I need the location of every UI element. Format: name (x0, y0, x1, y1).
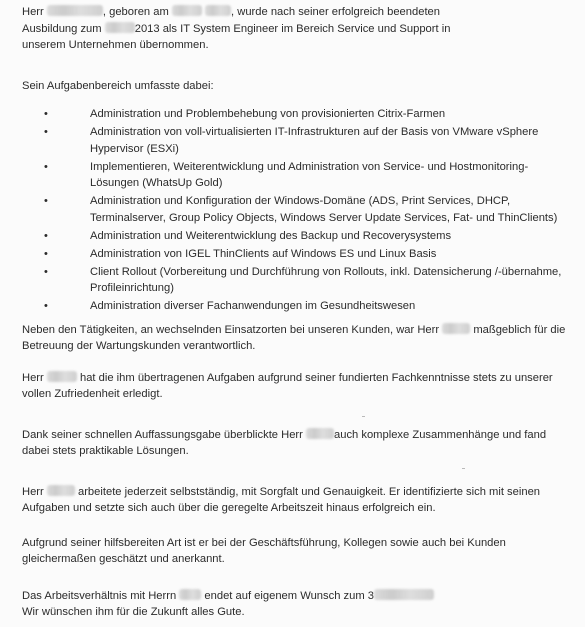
end-date-prefix: 3 (367, 589, 375, 602)
list-item: • Administration und Weiterentwicklung des Backup und Recoverysystems (22, 228, 571, 245)
intro-text-6: unserem Unternehmen übernommen. (22, 39, 209, 51)
list-item: • Administration diverser Fachanwendungen im Gesundheitswesen (22, 298, 571, 315)
paragraph-independence (22, 484, 571, 517)
redacted-name (179, 589, 201, 600)
tasks-list (22, 106, 571, 315)
intro-paragraph (22, 4, 571, 54)
paragraph-text: Dank seiner schnellen Auffassungsgabe überblickte Herr (22, 428, 303, 441)
paragraph-comprehension (22, 427, 571, 460)
redacted-birthdate-year (205, 5, 231, 16)
paragraph-text: Herr (22, 485, 44, 498)
list-item: • Client Rollout (Vorbereitung und Durchführung von Rollouts, inkl. Datensicherung /-übernahme, Profileinrichtung) (22, 264, 571, 297)
redacted-birthdate (172, 5, 202, 16)
paragraph-text: arbeitete jederzeit selbstständig, mit Sorgfalt und Genauigkeit. Er identifizierte sich mit seinen Aufgaben und setzte sich auch über die geregelte Arbeitszeit hinaus erfolgreich ein. (22, 485, 541, 514)
paragraph-text: auch komplexe Zusammenhänge und fand dabei stets praktikable Lösungen. (22, 428, 547, 457)
intro-text-1: Herr (22, 6, 44, 18)
paragraph-text: Neben den Tätigkeiten, an wechselnden Einsatzorten bei unseren Kunden, war Herr (22, 323, 440, 336)
list-item: • Administration von IGEL ThinClients auf Windows ES und Linux Basis (22, 246, 571, 263)
list-item: • Implementieren, Weiterentwicklung und Administration von Service- und Hostmonitoring-Lösungen (WhatsUp Gold) (22, 159, 571, 192)
redacted-name (306, 428, 334, 439)
list-item: • Administration und Problembehebung von provisionierten Citrix-Farmen (22, 106, 571, 123)
farewell-text: Wir wünschen ihm für die Zukunft alles Gute. (22, 606, 245, 618)
redacted-start-date (105, 22, 135, 33)
intro-text-2: , geboren am (102, 6, 169, 18)
scan-speck (462, 468, 465, 469)
paragraph-text: maßgeblich für die Betreuung der Wartungskunden verantwortlich. (22, 323, 566, 352)
paragraph-text: endet auf eigenem Wunsch zum (204, 589, 365, 602)
intro-text-4: Ausbildung zum (22, 22, 102, 35)
redacted-name (442, 323, 470, 334)
list-item: • Administration und Konfiguration der Windows-Domäne (ADS, Print Services, DHCP, Terminalserver, Group Policy Objects, Windows Server Update Services, Fat- und ThinClients) (22, 193, 571, 226)
paragraph-text: hat die ihm übertragenen Aufgaben aufgrund seiner fundierten Fachkenntnisse stets zu unserer vollen Zufriedenheit erledigt. (22, 371, 553, 400)
redacted-name (47, 485, 75, 496)
paragraph-text: Herr (22, 371, 44, 384)
list-item: • Administration von voll-virtualisierten IT-Infrastrukturen auf der Basis von VMware vSphere Hypervisor (ESXi) (22, 124, 571, 157)
paragraph-performance (22, 370, 571, 403)
paragraph-social: Aufgrund seiner hilfsbereiten Art ist er bei der Geschäftsführung, Kollegen sowie auch bei Kunden gleichermaßen geschätzt und anerkannt. (22, 536, 506, 565)
intro-text-5: 2013 als IT System Engineer im Bereich Service und Support in (134, 22, 451, 35)
paragraph-closing (22, 588, 571, 621)
paragraph-text: Das Arbeitsverhältnis mit Herrn (22, 589, 177, 602)
redacted-name (47, 5, 103, 16)
redacted-end-date (374, 589, 434, 600)
intro-text-3: , wurde nach seiner erfolgreich beendeten (231, 6, 440, 18)
tasks-lead: Sein Aufgabenbereich umfasste dabei: (22, 79, 214, 92)
scan-speck (362, 416, 365, 417)
paragraph-customers (22, 322, 571, 355)
redacted-name (47, 371, 77, 382)
